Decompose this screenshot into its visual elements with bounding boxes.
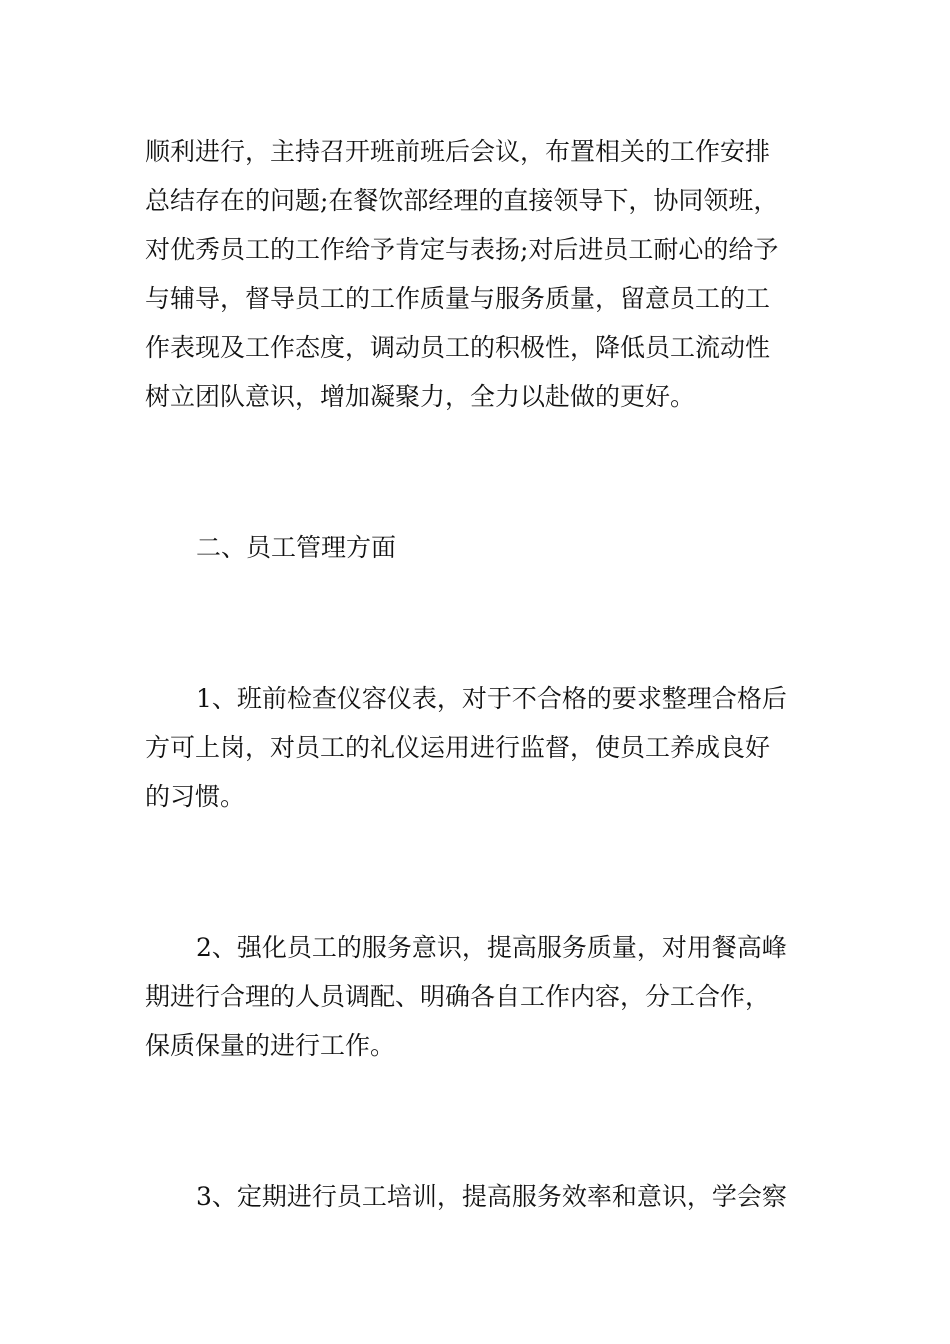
- paragraph-line: 与辅导，督导员工的工作质量与服务质量，留意员工的工: [145, 284, 771, 313]
- list-item-line: 2、强化员工的服务意识，提高服务质量，对用餐高峰: [196, 933, 787, 962]
- list-item-line: 方可上岗，对员工的礼仪运用进行监督，使员工养成良好: [145, 733, 771, 762]
- section-heading: 二、员工管理方面: [196, 533, 397, 562]
- paragraph-line: 对优秀员工的工作给予肯定与表扬;对后进员工耐心的给予: [145, 235, 779, 264]
- paragraph-line: 顺利进行，主持召开班前班后会议，布置相关的工作安排: [145, 137, 771, 166]
- list-item-line: 的习惯。: [145, 782, 246, 811]
- paragraph-line: 树立团队意识，增加凝聚力，全力以赴做的更好。: [145, 382, 696, 411]
- list-item-line: 3、定期进行员工培训，提高服务效率和意识，学会察: [196, 1182, 787, 1211]
- list-item-line: 期进行合理的人员调配、明确各自工作内容，分工合作，: [145, 982, 771, 1011]
- paragraph-line: 总结存在的问题;在餐饮部经理的直接领导下，协同领班，: [145, 186, 779, 215]
- paragraph-line: 作表现及工作态度，调动员工的积极性，降低员工流动性: [145, 333, 771, 362]
- list-item-line: 保质保量的进行工作。: [145, 1031, 396, 1060]
- list-item-line: 1、班前检查仪容仪表，对于不合格的要求整理合格后: [196, 684, 787, 713]
